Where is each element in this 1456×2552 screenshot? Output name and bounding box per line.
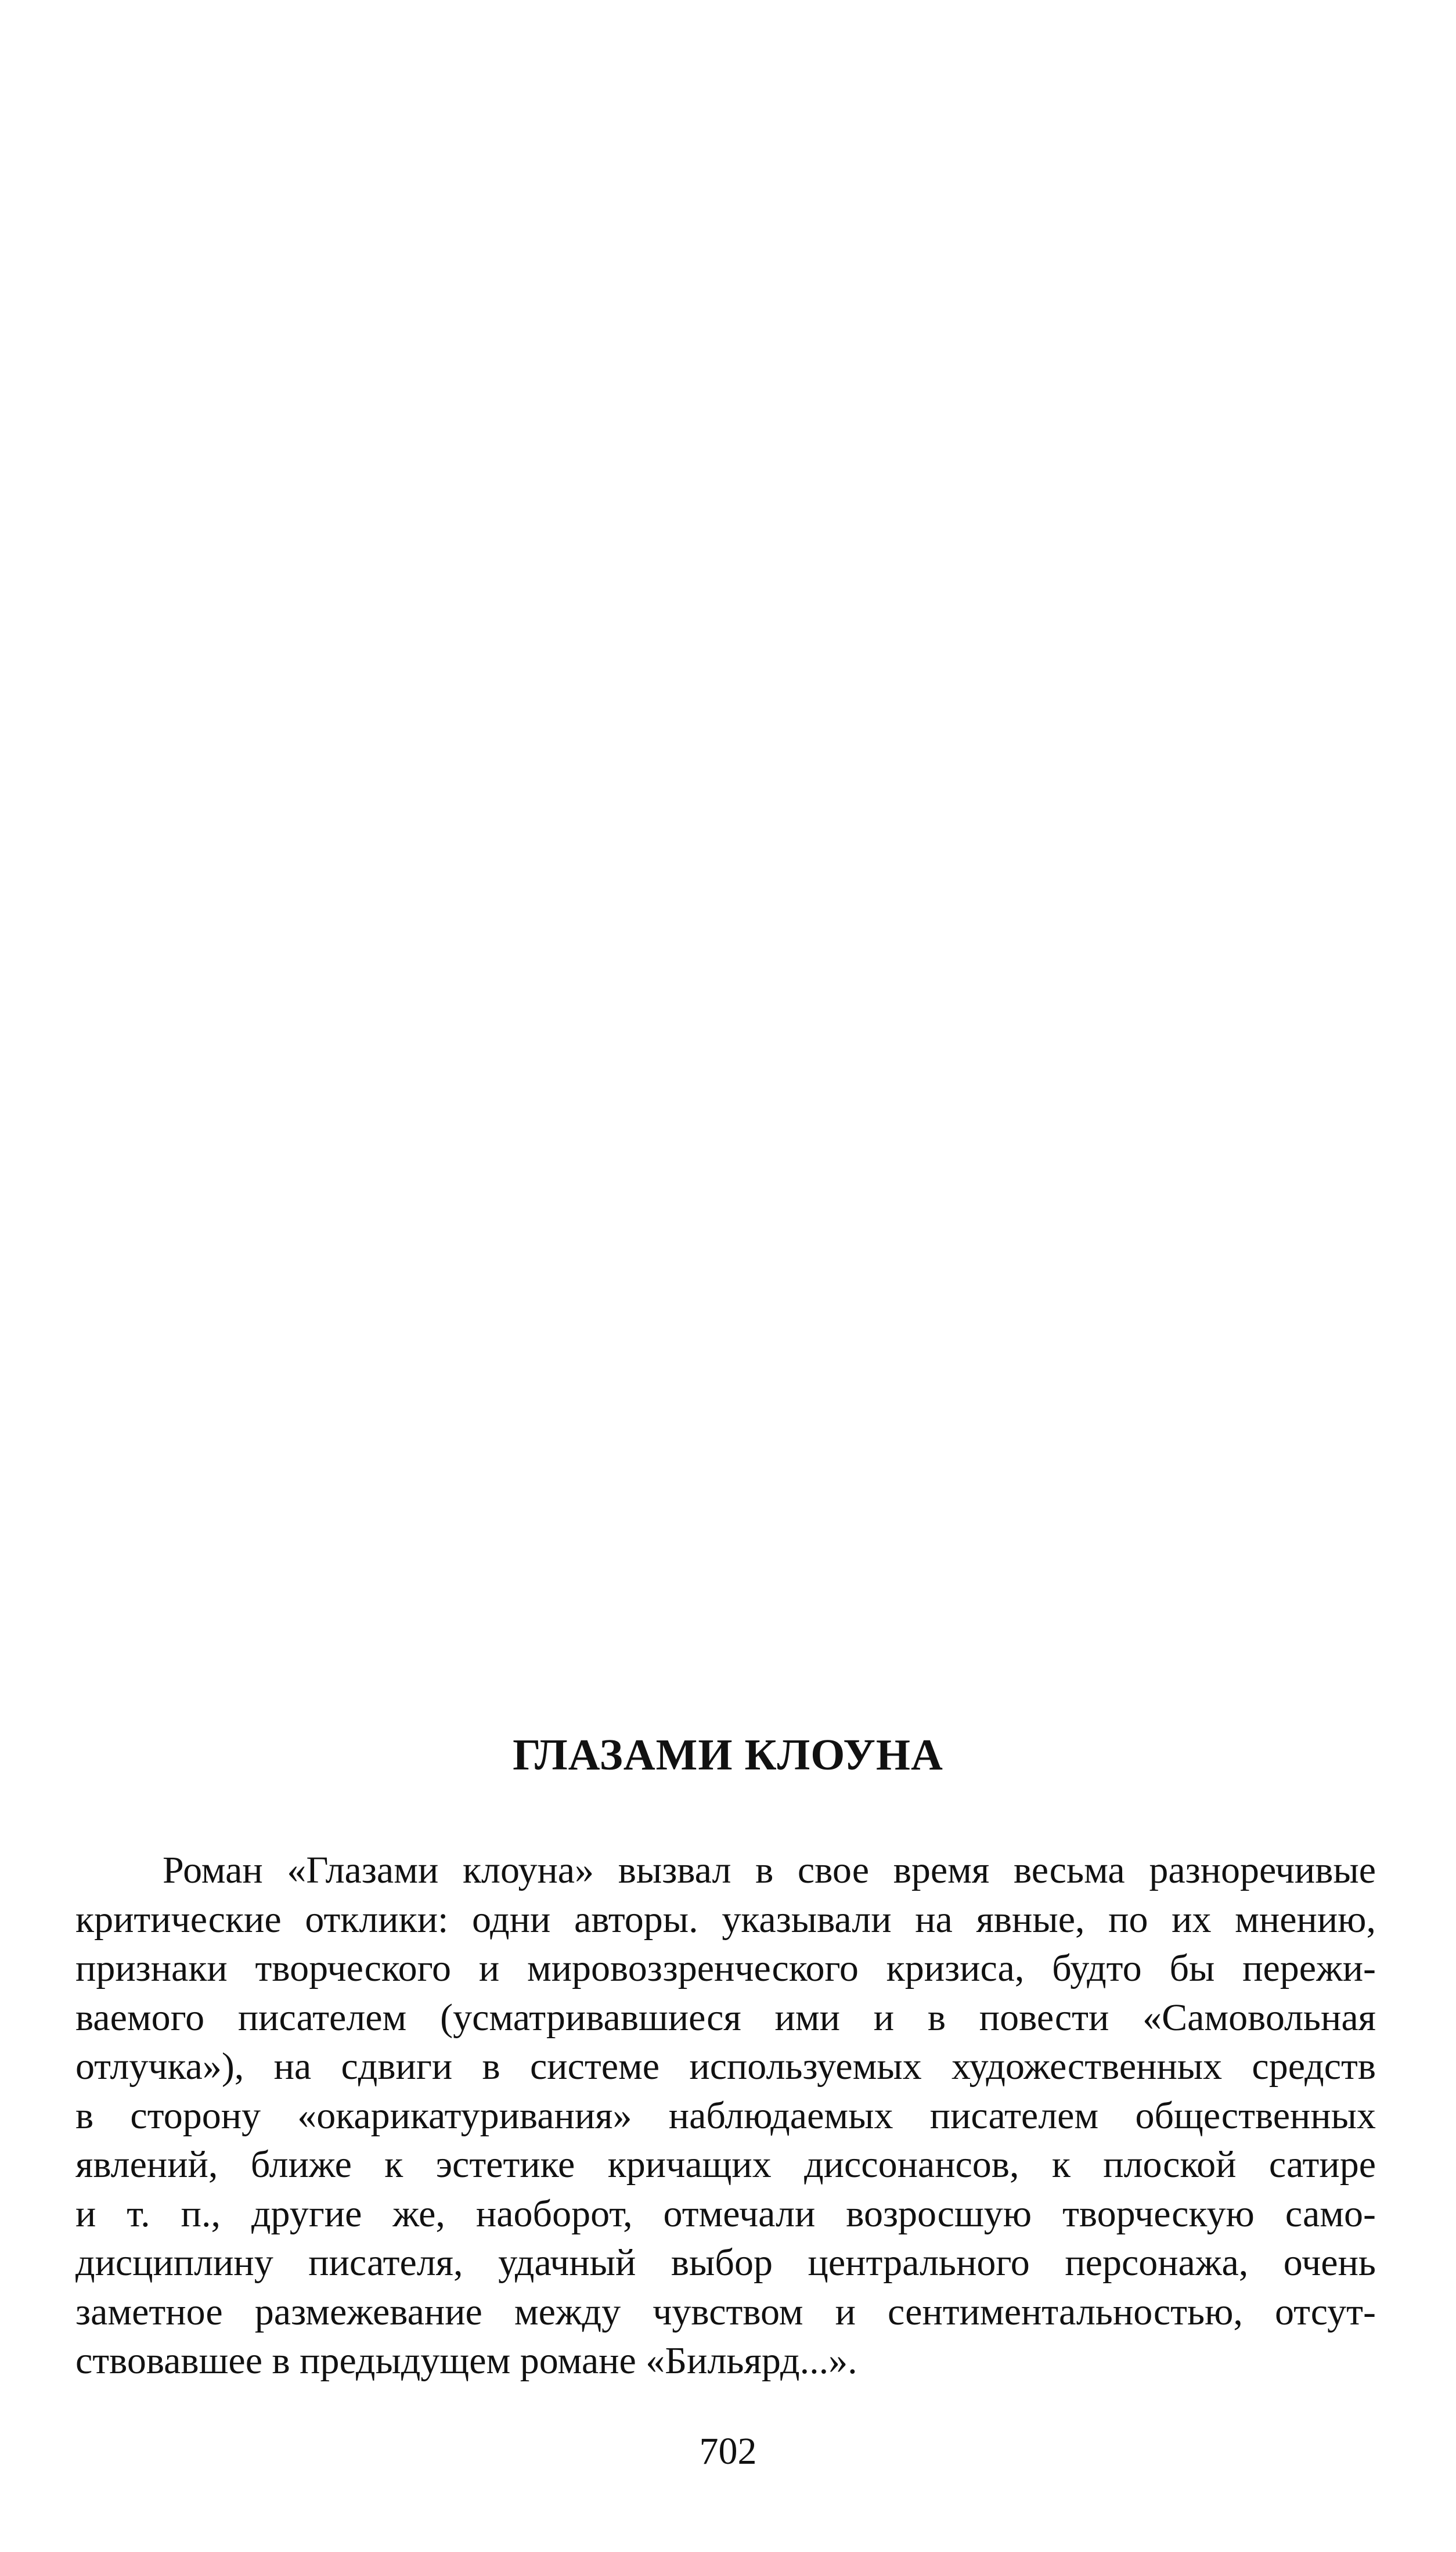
text-line: ваемого писателем (усматривавшиеся ими и в повести «Самовольная xyxy=(75,1996,1376,2039)
text-line: явлений, ближе к эстетике кричащих диссонансов, к плоской сатире xyxy=(75,2143,1376,2186)
text-line: ствовавшее в предыдущем романе «Бильярд...». xyxy=(75,2340,857,2382)
text-line: Роман «Глазами клоуна» вызвал в свое время весьма разноречивые xyxy=(163,1849,1376,1891)
text-line: и т. п., другие же, наоборот, отмечали возросшую творческую само- xyxy=(75,2192,1376,2235)
text-line: отлучка»), на сдвиги в системе используемых художественных средств xyxy=(75,2045,1376,2088)
page-number: 702 xyxy=(699,2430,757,2472)
text-line: в сторону «окарикатуривания» наблюдаемых писателем общественных xyxy=(75,2094,1376,2137)
text-line: дисциплину писателя, удачный выбор центрального персонажа, очень xyxy=(75,2241,1376,2284)
text-line: заметное размежевание между чувством и сентиментальностью, отсут- xyxy=(75,2290,1376,2333)
text-line: признаки творческого и мировоззренческого кризиса, будто бы пережи- xyxy=(75,1947,1376,1989)
body-paragraph xyxy=(75,1846,1376,2386)
text-line: критические отклики: одни авторы. указывали на явные, по их мнению, xyxy=(75,1898,1376,1941)
chapter-title: ГЛАЗАМИ КЛОУНА xyxy=(513,1731,943,1779)
